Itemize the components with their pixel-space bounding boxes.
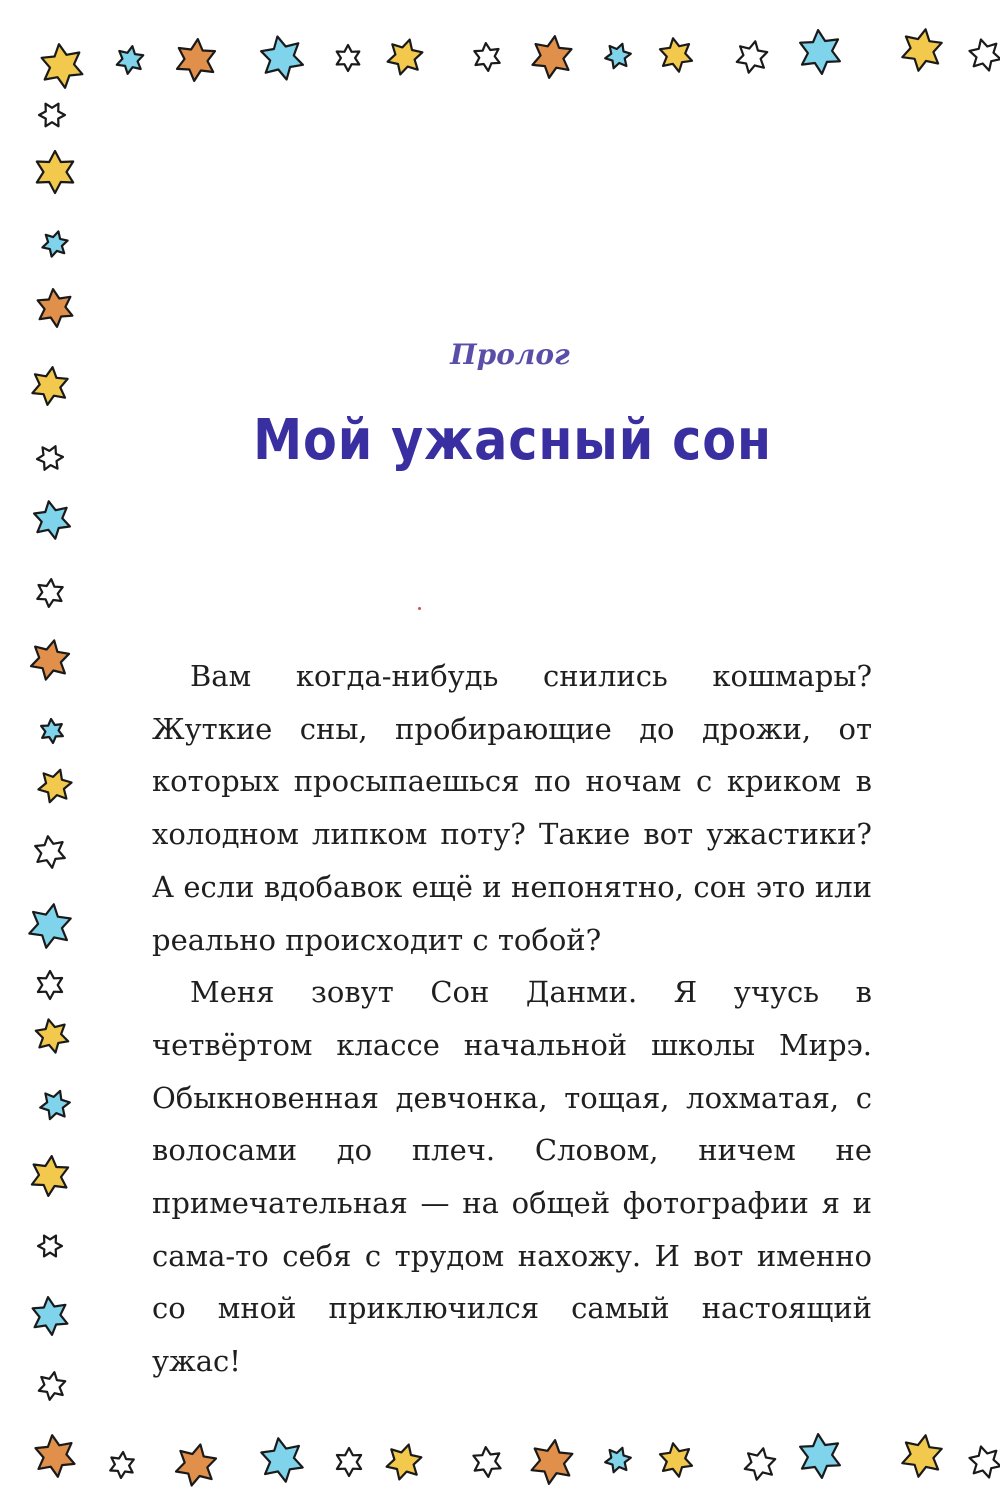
star-icon	[902, 29, 941, 70]
star-icon	[745, 1448, 775, 1479]
star-icon	[36, 1435, 75, 1477]
star-icon	[29, 904, 70, 947]
star-icon	[800, 1434, 840, 1478]
star-icon	[39, 1372, 65, 1400]
star-icon	[36, 1019, 68, 1052]
star-icon	[800, 30, 840, 74]
star-icon	[37, 151, 73, 193]
star-icon	[38, 971, 62, 999]
star-icon	[40, 1091, 70, 1119]
star-icon	[39, 104, 65, 127]
paragraph-2: Меня зовут Сон Данми. Я учусь в четвёртом классе начальной школы Мирэ. Обыкновенная девчонка, тощая, лохматая, с волосами до плеч. Словом, ничем не примечательная — на общей фотографии я и сама-то себя с трудом нахожу. И вот именно со мной приключился самый настоящий ужас!	[152, 975, 872, 1379]
star-icon	[337, 45, 360, 71]
star-icon	[533, 36, 572, 78]
star-icon	[32, 367, 67, 405]
star-icon	[660, 1443, 692, 1476]
star-icon	[38, 770, 71, 802]
star-icon	[32, 1156, 68, 1196]
star-icon	[970, 1447, 1000, 1478]
chapter-label: Пролог	[450, 338, 570, 371]
star-icon	[38, 1236, 62, 1257]
star-icon	[37, 579, 62, 607]
star-icon	[42, 231, 67, 256]
star-icon	[474, 43, 499, 71]
star-icon	[261, 37, 303, 80]
star-icon	[35, 836, 65, 868]
paragraph-1: Вам когда-нибудь снились кошмары? Жуткие сны, пробирающие до дрожи, от которых просыпаешься по ночам с криком в холодном липком поту? Такие вот ужастики? А если вдобавок ещё и непонятно, сон это или реально происходит с тобой?	[152, 659, 872, 957]
star-icon	[605, 44, 631, 68]
star-icon	[337, 1448, 361, 1476]
star-icon	[176, 1445, 216, 1486]
star-icon	[473, 1447, 500, 1477]
star-icon	[31, 640, 69, 679]
star-icon	[177, 39, 215, 81]
star-icon	[117, 46, 143, 74]
star-icon	[605, 1448, 631, 1472]
chapter-title: Мой ужасный сон	[253, 408, 772, 473]
star-icon	[737, 41, 767, 72]
star-icon	[41, 719, 63, 743]
star-icon	[387, 1445, 422, 1480]
star-icon	[33, 1297, 68, 1335]
star-icon	[37, 446, 63, 470]
star-icon	[532, 1440, 573, 1484]
star-icon	[42, 44, 83, 88]
body-text	[152, 650, 872, 1388]
star-icon	[34, 501, 70, 538]
star-icon	[660, 38, 692, 71]
star-icon	[261, 1438, 302, 1481]
star-icon	[902, 1435, 941, 1476]
star-icon	[38, 289, 73, 327]
star-icon	[110, 1452, 134, 1478]
star-icon	[388, 40, 423, 75]
star-icon	[970, 40, 1000, 71]
ink-speck	[418, 607, 421, 610]
